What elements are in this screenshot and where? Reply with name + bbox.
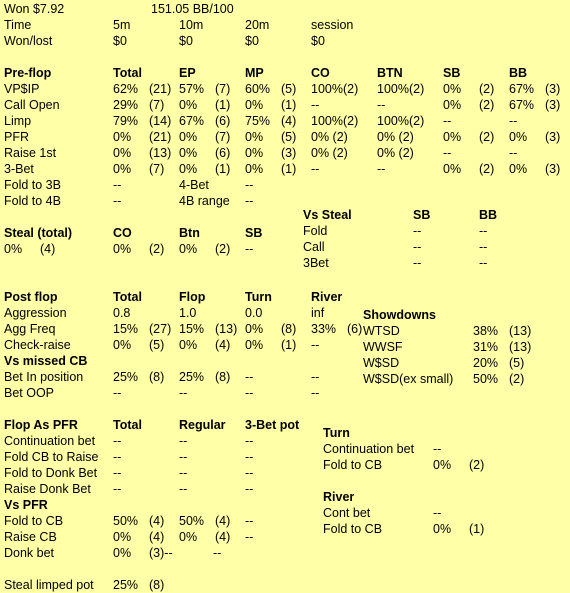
bb-per-100: 151.05 BB/100: [151, 2, 234, 16]
preflop-cell: 0% (2): [377, 146, 414, 160]
postflop-cell: --: [311, 338, 320, 352]
preflop-cell: (3): [281, 146, 297, 160]
postflop-header: Post flop: [4, 290, 58, 304]
time-session-header: session: [311, 18, 354, 32]
preflop-cell: (21): [149, 82, 172, 96]
missed-cb-cell: (8): [215, 370, 231, 384]
preflop-cell: (5): [281, 82, 297, 96]
preflop-cell: 0%: [443, 162, 462, 176]
steal-total-count: (4): [40, 242, 56, 256]
vs-pfr-cell: --: [245, 514, 254, 528]
vs-pfr-header: Vs PFR: [4, 498, 48, 512]
preflop-cell: --: [509, 146, 518, 160]
preflop-cell: 0%: [113, 130, 132, 144]
preflop-cell: --: [311, 162, 320, 176]
postflop-turn-header: Turn: [245, 290, 272, 304]
preflop-row-label: Raise 1st: [4, 146, 57, 160]
preflop-cell: 57%: [179, 82, 205, 96]
vs-pfr-cell: 50%: [113, 514, 139, 528]
preflop-cell: (2): [479, 130, 495, 144]
preflop-cell: 100%(2): [311, 82, 359, 96]
postflop-cell: 15%: [113, 322, 139, 336]
missed-cb-cell: --: [245, 386, 254, 400]
preflop-cell: (7): [215, 82, 231, 96]
flop-pfr-row-label: Continuation bet: [4, 434, 96, 448]
missed-cb-cell: --: [311, 370, 320, 384]
vs-pfr-cell: 0%: [179, 530, 198, 544]
vs-steal-bb-header: BB: [479, 208, 498, 222]
preflop-cell: (3): [545, 162, 561, 176]
preflop-cell: (4): [281, 114, 297, 128]
turn-header: Turn: [323, 426, 350, 440]
wonlost-session: $0: [311, 34, 325, 48]
preflop-cell: 67%: [179, 114, 205, 128]
showdown-cell: 31%: [473, 340, 499, 354]
vs-pfr-cell: (4): [215, 514, 231, 528]
flop-pfr-3bet-header: 3-Bet pot: [245, 418, 300, 432]
steal-co-count: (2): [149, 242, 165, 256]
vs-missed-cb-header: Vs missed CB: [4, 354, 88, 368]
showdown-cell: (2): [509, 372, 525, 386]
flop-pfr-cell: --: [113, 482, 122, 496]
flop-pfr-cell: --: [113, 466, 122, 480]
vs-pfr-row-label: Raise CB: [4, 530, 57, 544]
preflop-cell: (6): [215, 146, 231, 160]
flop-pfr-cell: --: [179, 482, 188, 496]
preflop-cell: (3): [545, 130, 561, 144]
preflop-cell: --: [377, 98, 386, 112]
preflop-cell: 79%: [113, 114, 139, 128]
postflop-cell: 0.8: [113, 306, 131, 320]
fold-to-4b-label: Fold to 4B: [4, 194, 61, 208]
wonlost-label: Won/lost: [4, 34, 53, 48]
postflop-flop-header: Flop: [179, 290, 206, 304]
preflop-cell: 0%: [179, 98, 198, 112]
showdown-cell: 50%: [473, 372, 499, 386]
4bet-label: 4-Bet: [179, 178, 209, 192]
steal-sb-value: --: [245, 242, 254, 256]
turn-cell: (2): [469, 458, 485, 472]
preflop-cell: 0%: [179, 162, 198, 176]
preflop-cell: (1): [281, 162, 297, 176]
flop-pfr-cell: --: [179, 450, 188, 464]
time-10m-header: 10m: [179, 18, 204, 32]
fold-to-3b-label: Fold to 3B: [4, 178, 61, 192]
preflop-cell: 29%: [113, 98, 139, 112]
preflop-cell: (2): [479, 98, 495, 112]
turn-cell: --: [433, 442, 442, 456]
preflop-cell: 75%: [245, 114, 271, 128]
steal-btn-pct: 0%: [179, 242, 198, 256]
postflop-cell: inf: [311, 306, 325, 320]
postflop-row-label: Agg Freq: [4, 322, 56, 336]
vs-pfr-row-label: Fold to CB: [4, 514, 64, 528]
postflop-cell: 0%: [179, 338, 198, 352]
4b-range-value: --: [245, 194, 254, 208]
vs-pfr-cell: (3)--: [149, 546, 173, 560]
preflop-cell: --: [377, 162, 386, 176]
flop-pfr-cell: --: [113, 434, 122, 448]
vs-pfr-cell: --: [213, 546, 222, 560]
turn-row-label: Continuation bet: [323, 442, 415, 456]
preflop-cell: 0%: [245, 146, 264, 160]
river-header: River: [323, 490, 355, 504]
vs-steal-cell: --: [479, 256, 488, 270]
flop-pfr-row-label: Fold CB to Raise: [4, 450, 99, 464]
postflop-cell: (6): [347, 322, 363, 336]
flop-as-pfr-header: Flop As PFR: [4, 418, 78, 432]
showdown-cell: (13): [509, 324, 532, 338]
preflop-cell: (2): [479, 162, 495, 176]
preflop-cell: 0%: [443, 82, 462, 96]
postflop-cell: 0%: [245, 322, 264, 336]
time-header: Time: [4, 18, 32, 32]
preflop-cell: (1): [215, 98, 231, 112]
missed-cb-cell: 25%: [113, 370, 139, 384]
preflop-cell: (1): [281, 98, 297, 112]
flop-pfr-cell: --: [245, 466, 254, 480]
flop-pfr-total-header: Total: [113, 418, 142, 432]
postflop-cell: 0%: [245, 338, 264, 352]
postflop-cell: (5): [149, 338, 165, 352]
flop-pfr-cell: --: [245, 482, 254, 496]
preflop-cell: (6): [215, 114, 231, 128]
preflop-sb-header: SB: [443, 66, 461, 80]
steal-limped-pot-label: Steal limped pot: [4, 578, 94, 592]
preflop-cell: 0% (2): [377, 130, 414, 144]
preflop-cell: 67%: [509, 98, 535, 112]
showdown-row-label: W$SD(ex small): [363, 372, 454, 386]
vs-steal-cell: --: [413, 224, 422, 238]
showdown-row-label: WTSD: [363, 324, 400, 338]
preflop-cell: 0%: [443, 98, 462, 112]
vs-steal-row-label: 3Bet: [303, 256, 329, 270]
vs-pfr-cell: (4): [149, 530, 165, 544]
postflop-cell: (27): [149, 322, 172, 336]
showdown-cell: (5): [509, 356, 525, 370]
postflop-cell: 1.0: [179, 306, 197, 320]
steal-btn-count: (2): [215, 242, 231, 256]
preflop-cell: 0% (2): [311, 146, 348, 160]
showdown-cell: 20%: [473, 356, 499, 370]
preflop-cell: --: [509, 114, 518, 128]
vs-steal-cell: --: [413, 240, 422, 254]
postflop-cell: 33%: [311, 322, 337, 336]
preflop-bb-header: BB: [509, 66, 528, 80]
steal-limped-pot-value: 25%: [113, 578, 139, 592]
preflop-cell: 67%: [509, 82, 535, 96]
river-row-label: Fold to CB: [323, 522, 383, 536]
vs-steal-cell: --: [413, 256, 422, 270]
preflop-co-header: CO: [311, 66, 330, 80]
preflop-mp-header: MP: [245, 66, 264, 80]
vs-pfr-cell: 50%: [179, 514, 205, 528]
postflop-cell: (8): [281, 322, 297, 336]
turn-cell: 0%: [433, 458, 452, 472]
turn-row-label: Fold to CB: [323, 458, 383, 472]
preflop-cell: 0%: [245, 130, 264, 144]
preflop-cell: (5): [281, 130, 297, 144]
won-amount: Won $7.92: [4, 2, 65, 16]
vs-steal-sb-header: SB: [413, 208, 431, 222]
vs-pfr-cell: 0%: [113, 530, 132, 544]
preflop-cell: (21): [149, 130, 172, 144]
preflop-btn-header: BTN: [377, 66, 403, 80]
vs-steal-header: Vs Steal: [303, 208, 352, 222]
missed-cb-cell: --: [113, 386, 122, 400]
vs-pfr-cell: 0%: [113, 546, 132, 560]
river-row-label: Cont bet: [323, 506, 371, 520]
flop-pfr-cell: --: [179, 466, 188, 480]
preflop-cell: 0%: [113, 146, 132, 160]
missed-cb-row-label: Bet OOP: [4, 386, 55, 400]
postflop-row-label: Aggression: [4, 306, 67, 320]
preflop-row-label: Call Open: [4, 98, 60, 112]
preflop-cell: 0%: [245, 98, 264, 112]
time-5m-header: 5m: [113, 18, 131, 32]
preflop-cell: (13): [149, 146, 172, 160]
preflop-cell: (14): [149, 114, 172, 128]
showdown-row-label: WWSF: [363, 340, 403, 354]
preflop-cell: (2): [479, 82, 495, 96]
missed-cb-cell: 25%: [179, 370, 205, 384]
vs-pfr-cell: (4): [215, 530, 231, 544]
preflop-cell: 0%: [509, 130, 528, 144]
steal-total-pct: 0%: [4, 242, 23, 256]
postflop-cell: 0%: [113, 338, 132, 352]
preflop-cell: (1): [215, 162, 231, 176]
fold-to-3b-value: --: [113, 178, 122, 192]
preflop-cell: 0%: [509, 162, 528, 176]
postflop-cell: (1): [281, 338, 297, 352]
river-cell: --: [433, 506, 442, 520]
4bet-value: --: [245, 178, 254, 192]
preflop-cell: 62%: [113, 82, 139, 96]
postflop-row-label: Check-raise: [4, 338, 71, 352]
preflop-cell: 0%: [113, 162, 132, 176]
postflop-river-header: River: [311, 290, 343, 304]
preflop-cell: 0%: [443, 130, 462, 144]
preflop-cell: 0% (2): [311, 130, 348, 144]
vs-steal-cell: --: [479, 240, 488, 254]
4b-range-label: 4B range: [179, 194, 230, 208]
preflop-cell: (3): [545, 98, 561, 112]
missed-cb-row-label: Bet In position: [4, 370, 84, 384]
preflop-cell: --: [443, 114, 452, 128]
missed-cb-cell: --: [179, 386, 188, 400]
vs-pfr-row-label: Donk bet: [4, 546, 55, 560]
preflop-cell: 0%: [179, 146, 198, 160]
showdown-cell: 38%: [473, 324, 499, 338]
preflop-cell: 100%(2): [377, 114, 425, 128]
preflop-cell: --: [443, 146, 452, 160]
showdowns-header: Showdowns: [363, 308, 436, 322]
postflop-total-header: Total: [113, 290, 142, 304]
flop-pfr-cell: --: [245, 434, 254, 448]
postflop-cell: (13): [215, 322, 238, 336]
steal-limped-pot-count: (8): [149, 578, 165, 592]
wonlost-5m: $0: [113, 34, 127, 48]
preflop-ep-header: EP: [179, 66, 196, 80]
steal-co-header: CO: [113, 226, 132, 240]
preflop-cell: 100%(2): [311, 114, 359, 128]
wonlost-10m: $0: [179, 34, 193, 48]
vs-pfr-cell: (4): [149, 514, 165, 528]
preflop-row-label: Limp: [4, 114, 32, 128]
flop-pfr-row-label: Fold to Donk Bet: [4, 466, 98, 480]
preflop-cell: 0%: [179, 130, 198, 144]
preflop-cell: 60%: [245, 82, 271, 96]
steal-co-pct: 0%: [113, 242, 132, 256]
showdown-cell: (13): [509, 340, 532, 354]
flop-pfr-regular-header: Regular: [179, 418, 226, 432]
vs-steal-cell: --: [479, 224, 488, 238]
preflop-cell: (7): [215, 130, 231, 144]
postflop-cell: 15%: [179, 322, 205, 336]
preflop-row-label: 3-Bet: [4, 162, 34, 176]
flop-pfr-row-label: Raise Donk Bet: [4, 482, 91, 496]
preflop-total-header: Total: [113, 66, 142, 80]
time-20m-header: 20m: [245, 18, 270, 32]
missed-cb-cell: (8): [149, 370, 165, 384]
missed-cb-cell: --: [311, 386, 320, 400]
vs-pfr-cell: --: [245, 530, 254, 544]
missed-cb-cell: --: [245, 370, 254, 384]
preflop-row-label: VP$IP: [4, 82, 40, 96]
fold-to-4b-value: --: [113, 194, 122, 208]
steal-btn-header: Btn: [179, 226, 200, 240]
showdown-row-label: W$SD: [363, 356, 400, 370]
river-cell: (1): [469, 522, 485, 536]
flop-pfr-cell: --: [113, 450, 122, 464]
preflop-cell: (7): [149, 98, 165, 112]
postflop-cell: (4): [215, 338, 231, 352]
steal-total-header: Steal (total): [4, 226, 73, 240]
steal-sb-header: SB: [245, 226, 263, 240]
preflop-cell: (3): [545, 82, 561, 96]
vs-steal-row-label: Call: [303, 240, 325, 254]
postflop-cell: 0.0: [245, 306, 263, 320]
flop-pfr-cell: --: [179, 434, 188, 448]
preflop-cell: (7): [149, 162, 165, 176]
preflop-cell: --: [311, 98, 320, 112]
river-cell: 0%: [433, 522, 452, 536]
vs-steal-row-label: Fold: [303, 224, 328, 238]
flop-pfr-cell: --: [245, 450, 254, 464]
preflop-header: Pre-flop: [4, 66, 52, 80]
preflop-row-label: PFR: [4, 130, 29, 144]
wonlost-20m: $0: [245, 34, 259, 48]
preflop-cell: 100%(2): [377, 82, 425, 96]
preflop-cell: 0%: [245, 162, 264, 176]
